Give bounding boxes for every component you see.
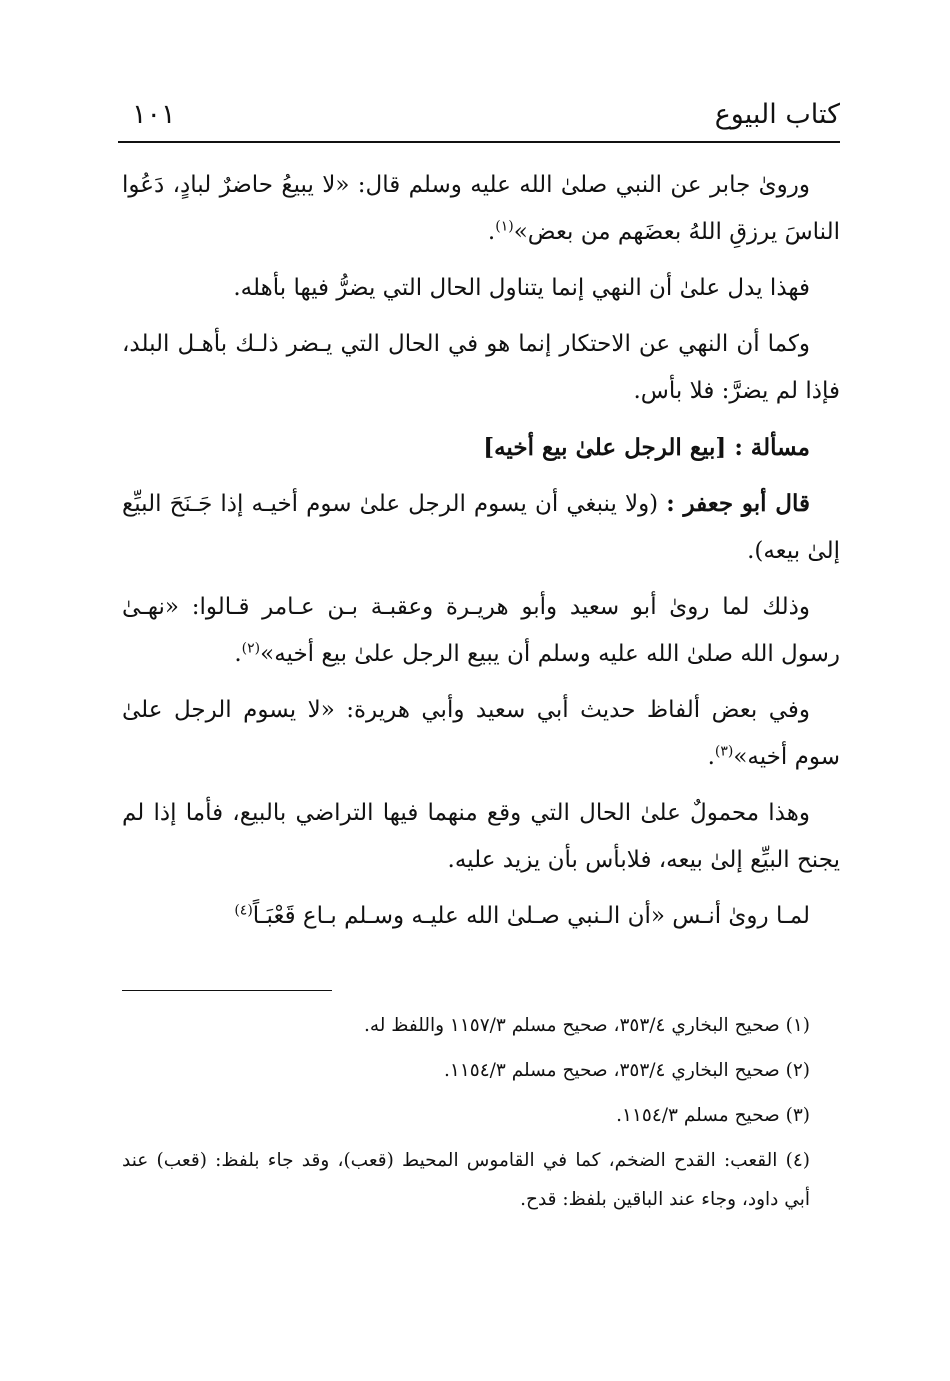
footnote-1: (١) صحيح البخاري ٣٥٣/٤، صحيح مسلم ١١٥٧/٣ واللفظ له. — [363, 1015, 810, 1036]
main-text — [122, 162, 840, 949]
running-header — [118, 95, 840, 143]
paragraph-narrators: وذلك لما روىٰ أبو سعيد وأبو هريـرة وعقبـة بـن عـامر قـالوا: «نهـىٰ رسول الله صلىٰ الله عليه وسلم أن يبيع الرجل علىٰ بيع أخيه»$^{(٢)}$. — [122, 594, 840, 667]
footnotes — [122, 1006, 840, 1225]
footnote-ref-2: (٢) — [241, 640, 261, 657]
issue-heading — [122, 424, 840, 471]
header-divider — [118, 141, 840, 143]
footnote-4: (٤) القعب: القدح الضخم، كما في القاموس المحيط (قعب)، وقد جاء بلفظ: (قعب) عند أبي داود، وجاء عند الباقين بلفظ: قدح. — [122, 1150, 810, 1210]
chapter-title: كتاب البيوع — [714, 99, 840, 130]
paragraph-anas: لمـا روىٰ أنـس «أن الـنبي صـلىٰ الله عليـه وسـلم بـاع قَعْبَـاً$^{(٤)}$ — [234, 902, 810, 929]
paragraph-harm-condition: فهذا يدل علىٰ أن النهي إنما يتناول الحال التي يضرُّ فيها بأهله. — [233, 275, 810, 301]
footnote-3: (٣) صحيح مسلم ١١٥٤/٣. — [616, 1105, 810, 1126]
paragraph-hoarding: وكما أن النهي عن الاحتكار إنما هو في الحال التي يـضر ذلـك بأهـل البلد، فإذا لم يضرَّ: فلا بأس. — [122, 331, 840, 404]
speaker-label: قال أبو جعفر : — [666, 490, 810, 517]
issue-title: [بيع الرجل علىٰ بيع أخيه] — [483, 434, 727, 461]
footnote-ref-4: (٤) — [234, 902, 253, 919]
footnote-2: (٢) صحيح البخاري ٣٥٣/٤، صحيح مسلم ١١٥٤/٣. — [444, 1060, 810, 1081]
page-number: ١٠١ — [132, 99, 176, 130]
paragraph-wording: وفي بعض ألفاظ حديث أبي سعيد وأبي هريرة: «لا يسوم الرجل علىٰ سوم أخيه»$^{(٣)}$. — [122, 697, 840, 770]
paragraph-jabir-hadith: وروىٰ جابر عن النبي صلىٰ الله عليه وسلم قال: «لا يبيعُ حاضرٌ لبادٍ، دَعُوا الناسَ يرزقِ اللهُ بعضَهم من بعض»$^{(١)}$. — [122, 172, 840, 245]
paragraph-interpretation: وهذا محمولٌ علىٰ الحال التي وقع منهما فيها التراضي بالبيع، فأما إذا لم يجنح البيِّع إلىٰ بيعه، فلابأس بأن يزيد عليه. — [122, 800, 840, 873]
footnote-divider — [122, 990, 332, 991]
footnote-ref-3: (٣) — [714, 743, 734, 760]
footnote-ref-1: (١) — [495, 218, 514, 235]
issue-label: مسألة : — [734, 434, 810, 461]
paragraph-abu-jafar: قال أبو جعفر : (ولا ينبغي أن يسوم الرجل علىٰ سوم أخيـه إذا جَـنَحَ البيِّع إلىٰ بيعه). — [122, 490, 840, 564]
